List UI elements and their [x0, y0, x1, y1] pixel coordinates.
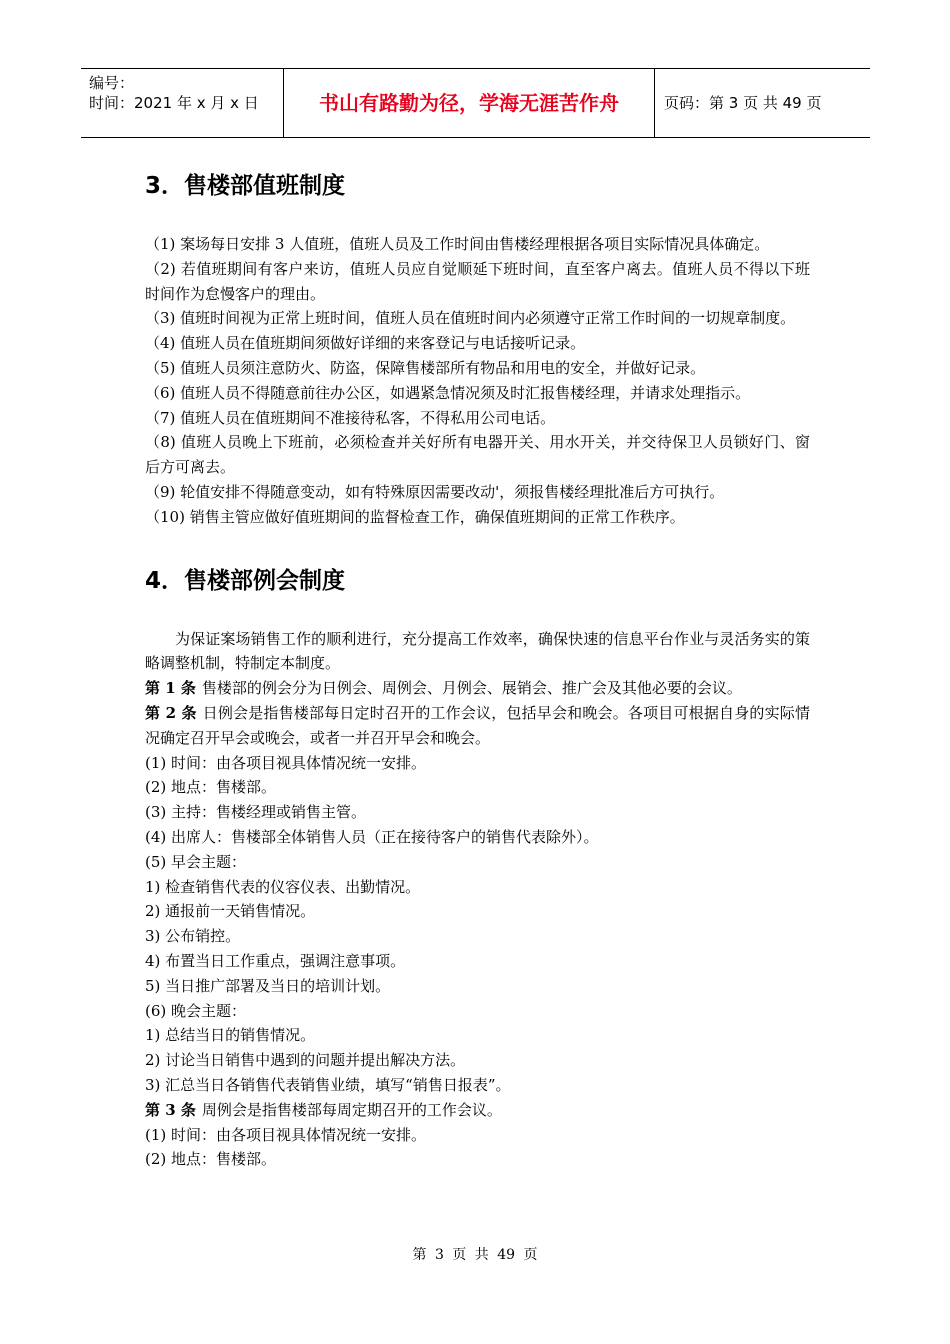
list-item: （3) 值班时间视为正常上班时间，值班人员在值班时间内必须遵守正常工作时间的一切规章制度。 [145, 309, 796, 328]
list-item: (1) 时间：由各项目视具体情况统一安排。 [145, 1125, 427, 1144]
list-item: （5) 值班人员须注意防火、防盗，保障售楼部所有物品和用电的安全，并做好记录。 [145, 358, 706, 377]
list-item: （2) 若值班期间有客户来访，值班人员应自觉顺延下班时间，直至客户离去。值班人员不得以下班时间作为怠慢客户的理由。 [145, 259, 810, 303]
list-item: (2) 地点：售楼部。 [145, 1150, 277, 1169]
page-header [81, 68, 870, 138]
list-item: (6) 晚会主题： [145, 1001, 247, 1020]
article-1 [145, 676, 810, 701]
list-item: （9) 轮值安排不得随意变动，如有特殊原因需要改动'，须报售楼经理批准后方可执行。 [145, 482, 725, 501]
list-item: （10) 销售主管应做好值班期间的监督检查工作，确保值班期间的正常工作秩序。 [145, 507, 685, 526]
article-3 [145, 1098, 810, 1123]
article-2 [145, 701, 810, 751]
list-item: (2) 地点：售楼部。 [145, 778, 277, 797]
article-text: 日例会是指售楼部每日定时召开的工作会议，包括早会和晚会。各项目可根据自身的实际情况确定召开早会或晚会，或者一并召开早会和晚会。 [145, 703, 810, 747]
article-label: 第 1 条 [145, 679, 196, 698]
list-item: 4) 布置当日工作重点，强调注意事项。 [145, 951, 406, 970]
article-text: 售楼部的例会分为日例会、周例会、月例会、展销会、推广会及其他必要的会议。 [201, 679, 742, 698]
list-item: （4) 值班人员在值班期间须做好详细的来客登记与电话接听记录。 [145, 334, 586, 353]
article-label: 第 2 条 [145, 703, 197, 722]
list-item: (3) 主持：售楼经理或销售主管。 [145, 803, 367, 822]
list-item: 1) 总结当日的销售情况。 [145, 1026, 316, 1045]
list-item: （8) 值班人员晚上下班前，必须检查并关好所有电器开关、用水开关，并交待保卫人员锁好门、窗后方可离去。 [145, 433, 810, 477]
list-item: 2) 讨论当日销售中遇到的问题并提出解决方法。 [145, 1051, 466, 1070]
page-footer: 第 3 页 共 49 页 [412, 1247, 538, 1263]
list-item: (5) 早会主题： [145, 852, 247, 871]
article-label: 第 3 条 [145, 1100, 196, 1119]
list-item: （7) 值班人员在值班期间不准接待私客，不得私用公司电话。 [145, 408, 556, 427]
header-meta [81, 69, 283, 137]
number-label: 编号： [89, 74, 135, 92]
section-3-title: 3．售楼部值班制度 [145, 173, 346, 199]
list-item: （1) 案场每日安排 3 人值班，值班人员及工作时间由售楼经理根据各项目实际情况具体确定。 [145, 235, 770, 253]
section-3-list [145, 232, 810, 530]
section-4-title: 4．售楼部例会制度 [145, 567, 346, 594]
list-item: 1) 检查销售代表的仪容仪表、出勤情况。 [145, 877, 421, 896]
header-page-info: 页码：第 3 页 共 49 页 [664, 94, 822, 112]
list-item: (1) 时间：由各项目视具体情况统一安排。 [145, 753, 427, 772]
list-item: 5) 当日推广部署及当日的培训计划。 [145, 976, 391, 995]
list-item: (4) 出席人：售楼部全体销售人员（正在接待客户的销售代表除外）。 [145, 827, 599, 846]
list-item: 3) 汇总当日各销售代表销售业绩，填写“销售日报表”。 [145, 1075, 511, 1094]
date-label: 时间：2021 年 x 月 x 日 [89, 94, 259, 112]
section-4-intro: 为保证案场销售工作的顺利进行，充分提高工作效率，确保快速的信息平台作业与灵活务实的策略调整机制，特制定本制度。 [145, 629, 810, 673]
header-motto: 书山有路勤为径，学海无涯苦作舟 [283, 69, 655, 137]
article-text: 周例会是指售楼部每周定期召开的工作会议。 [201, 1100, 502, 1119]
list-item: （6) 值班人员不得随意前往办公区，如遇紧急情况须及时汇报售楼经理，并请求处理指示。 [145, 383, 751, 402]
list-item: 2) 通报前一天销售情况。 [145, 902, 316, 921]
list-item: 3) 公布销控。 [145, 927, 241, 946]
document-body [145, 165, 810, 1172]
